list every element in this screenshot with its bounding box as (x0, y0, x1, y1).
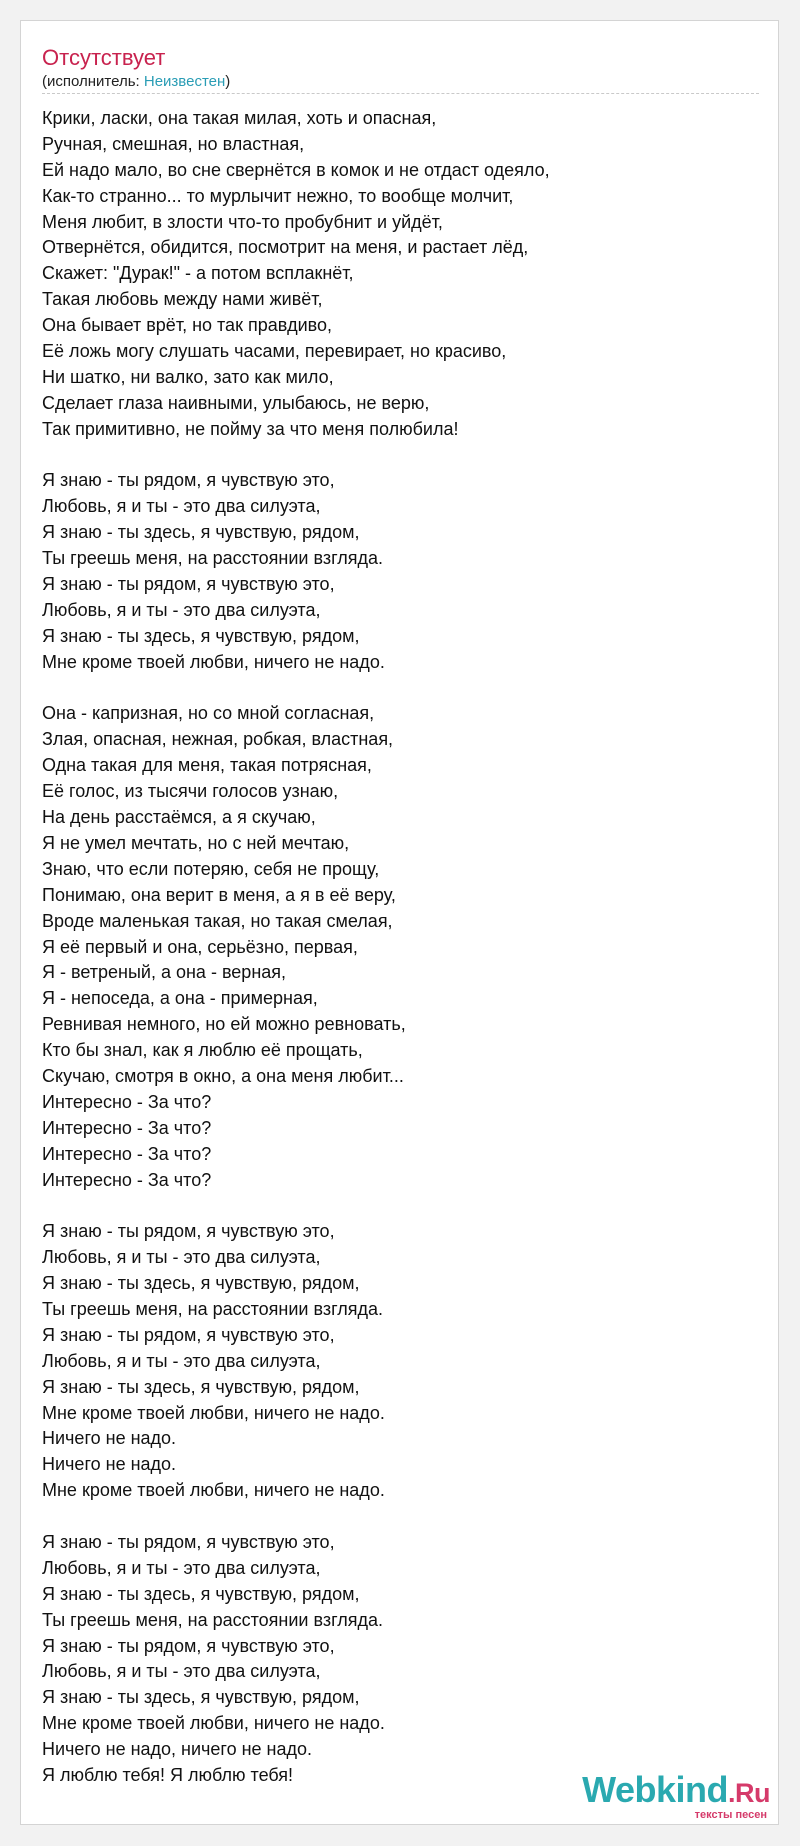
title-divider (42, 93, 759, 94)
lyric-line: Интересно - За что? (42, 1117, 212, 1138)
lyric-line: Ты греешь меня, на расстоянии взгляда. (42, 548, 384, 569)
lyric-line: Она - капризная, но со мной согласная, (42, 703, 375, 724)
lyric-line: Одна такая для меня, такая потрясная, (42, 755, 372, 776)
lyric-line: Любовь, я и ты - это два силуэта, (42, 1247, 321, 1268)
lyric-line: Понимаю, она верит в меня, а я в её веру, (42, 884, 396, 905)
lyric-line: Я знаю - ты здесь, я чувствую, рядом, (42, 625, 360, 646)
lyric-line: Я - непоседа, а она - примерная, (42, 988, 318, 1009)
lyric-line: Кто бы знал, как я люблю её прощать, (42, 1040, 363, 1061)
lyric-line: Ревнивая немного, но ей можно ревновать, (42, 1014, 406, 1035)
lyric-line: На день расстаёмся, а я скучаю, (42, 807, 316, 828)
lyric-line: Ничего не надо, ничего не надо. (42, 1739, 313, 1760)
lyric-line: Я знаю - ты рядом, я чувствую это, (42, 1531, 335, 1552)
logo-tagline: тексты песен (694, 1809, 767, 1821)
lyric-line: Я знаю - ты здесь, я чувствую, рядом, (42, 1376, 360, 1397)
lyric-line: Любовь, я и ты - это два силуэта, (42, 1661, 321, 1682)
lyric-line: Её голос, из тысячи голосов узнаю, (42, 781, 339, 802)
lyric-line: Так примитивно, не пойму за что меня полюбила! (42, 418, 459, 439)
lyric-line: Ни шатко, ни валко, зато как мило, (42, 366, 334, 387)
logo-suffix: .Ru (728, 1778, 770, 1808)
lyric-line: Любовь, я и ты - это два силуэта, (42, 1557, 321, 1578)
lyric-line: Я знаю - ты здесь, я чувствую, рядом, (42, 522, 360, 543)
artist-line (42, 73, 230, 91)
song-title: Отсутствует (42, 45, 166, 70)
logo-wordmark (582, 1769, 770, 1811)
lyric-line: Я знаю - ты рядом, я чувствую это, (42, 1324, 335, 1345)
lyric-line: Как-то странно... то мурлычит нежно, то вообще молчит, (42, 185, 514, 206)
lyric-line: Я знаю - ты рядом, я чувствую это, (42, 470, 335, 491)
lyric-line: Интересно - За что? (42, 1091, 212, 1112)
lyric-line: Я знаю - ты здесь, я чувствую, рядом, (42, 1583, 360, 1604)
site-logo[interactable] (582, 1769, 770, 1821)
lyric-line: Любовь, я и ты - это два силуэта, (42, 496, 321, 517)
lyric-line: Я не умел мечтать, но с ней мечтаю, (42, 832, 350, 853)
artist-link[interactable]: Неизвестен (143, 73, 226, 90)
lyric-line: Я знаю - ты рядом, я чувствую это, (42, 1221, 335, 1242)
lyric-line: Я знаю - ты рядом, я чувствую это, (42, 574, 335, 595)
lyric-line: Ты греешь меня, на расстоянии взгляда. (42, 1298, 384, 1319)
lyric-line: Ты греешь меня, на расстоянии взгляда. (42, 1609, 384, 1630)
lyric-line: Я - ветреный, а она - верная, (42, 962, 287, 983)
lyric-line: Знаю, что если потеряю, себя не прощу, (42, 858, 380, 879)
lyrics-card (20, 20, 779, 1825)
lyric-line: Мне кроме твоей любви, ничего не надо. (42, 1402, 385, 1423)
lyrics-stanza (42, 468, 762, 675)
lyric-line: Интересно - За что? (42, 1169, 212, 1190)
lyric-line: Я её первый и она, серьёзно, первая, (42, 936, 358, 957)
lyric-line: Меня любит, в злости что-то пробубнит и уйдёт, (42, 211, 443, 232)
lyric-line: Такая любовь между нами живёт, (42, 289, 323, 310)
lyric-line: Я знаю - ты здесь, я чувствую, рядом, (42, 1273, 360, 1294)
lyric-line: Она бывает врёт, но так правдиво, (42, 315, 333, 336)
lyric-line: Вроде маленькая такая, но такая смелая, (42, 910, 393, 931)
artist-suffix: ) (225, 73, 231, 90)
lyric-line: Сделает глаза наивными, улыбаюсь, не верю, (42, 392, 430, 413)
lyrics-text (42, 106, 762, 1815)
lyric-line: Я знаю - ты рядом, я чувствую это, (42, 1635, 335, 1656)
lyric-line: Любовь, я и ты - это два силуэта, (42, 1350, 321, 1371)
lyric-line: Мне кроме твоей любви, ничего не надо. (42, 651, 385, 672)
lyrics-stanza (42, 106, 762, 443)
lyrics-stanza (42, 1530, 762, 1789)
lyric-line: Ничего не надо. (42, 1454, 177, 1475)
lyric-line: Ей надо мало, во сне свернётся в комок и не отдаст одеяло, (42, 159, 550, 180)
lyrics-stanza (42, 701, 762, 1193)
lyric-line: Мне кроме твоей любви, ничего не надо. (42, 1480, 385, 1501)
lyric-line: Отвернётся, обидится, посмотрит на меня, и растает лёд, (42, 237, 529, 258)
lyric-line: Скучаю, смотря в окно, а она меня любит... (42, 1065, 404, 1086)
lyric-line: Интересно - За что? (42, 1143, 212, 1164)
lyric-line: Я люблю тебя! Я люблю тебя! (42, 1765, 294, 1785)
logo-name: Webkind (582, 1769, 728, 1810)
lyric-line: Любовь, я и ты - это два силуэта, (42, 599, 321, 620)
lyric-line: Я знаю - ты здесь, я чувствую, рядом, (42, 1687, 360, 1708)
lyric-line: Скажет: "Дурак!" - а потом всплакнёт, (42, 263, 354, 284)
lyrics-stanza (42, 1219, 762, 1504)
lyric-line: Злая, опасная, нежная, робкая, властная, (42, 729, 394, 750)
lyric-line: Ручная, смешная, но властная, (42, 133, 305, 154)
artist-prefix: (исполнитель: (42, 73, 144, 90)
lyric-line: Крики, ласки, она такая милая, хоть и опасная, (42, 108, 437, 128)
lyric-line: Её ложь могу слушать часами, перевирает, но красиво, (42, 341, 507, 362)
lyric-line: Мне кроме твоей любви, ничего не надо. (42, 1713, 385, 1734)
lyric-line: Ничего не надо. (42, 1428, 177, 1449)
